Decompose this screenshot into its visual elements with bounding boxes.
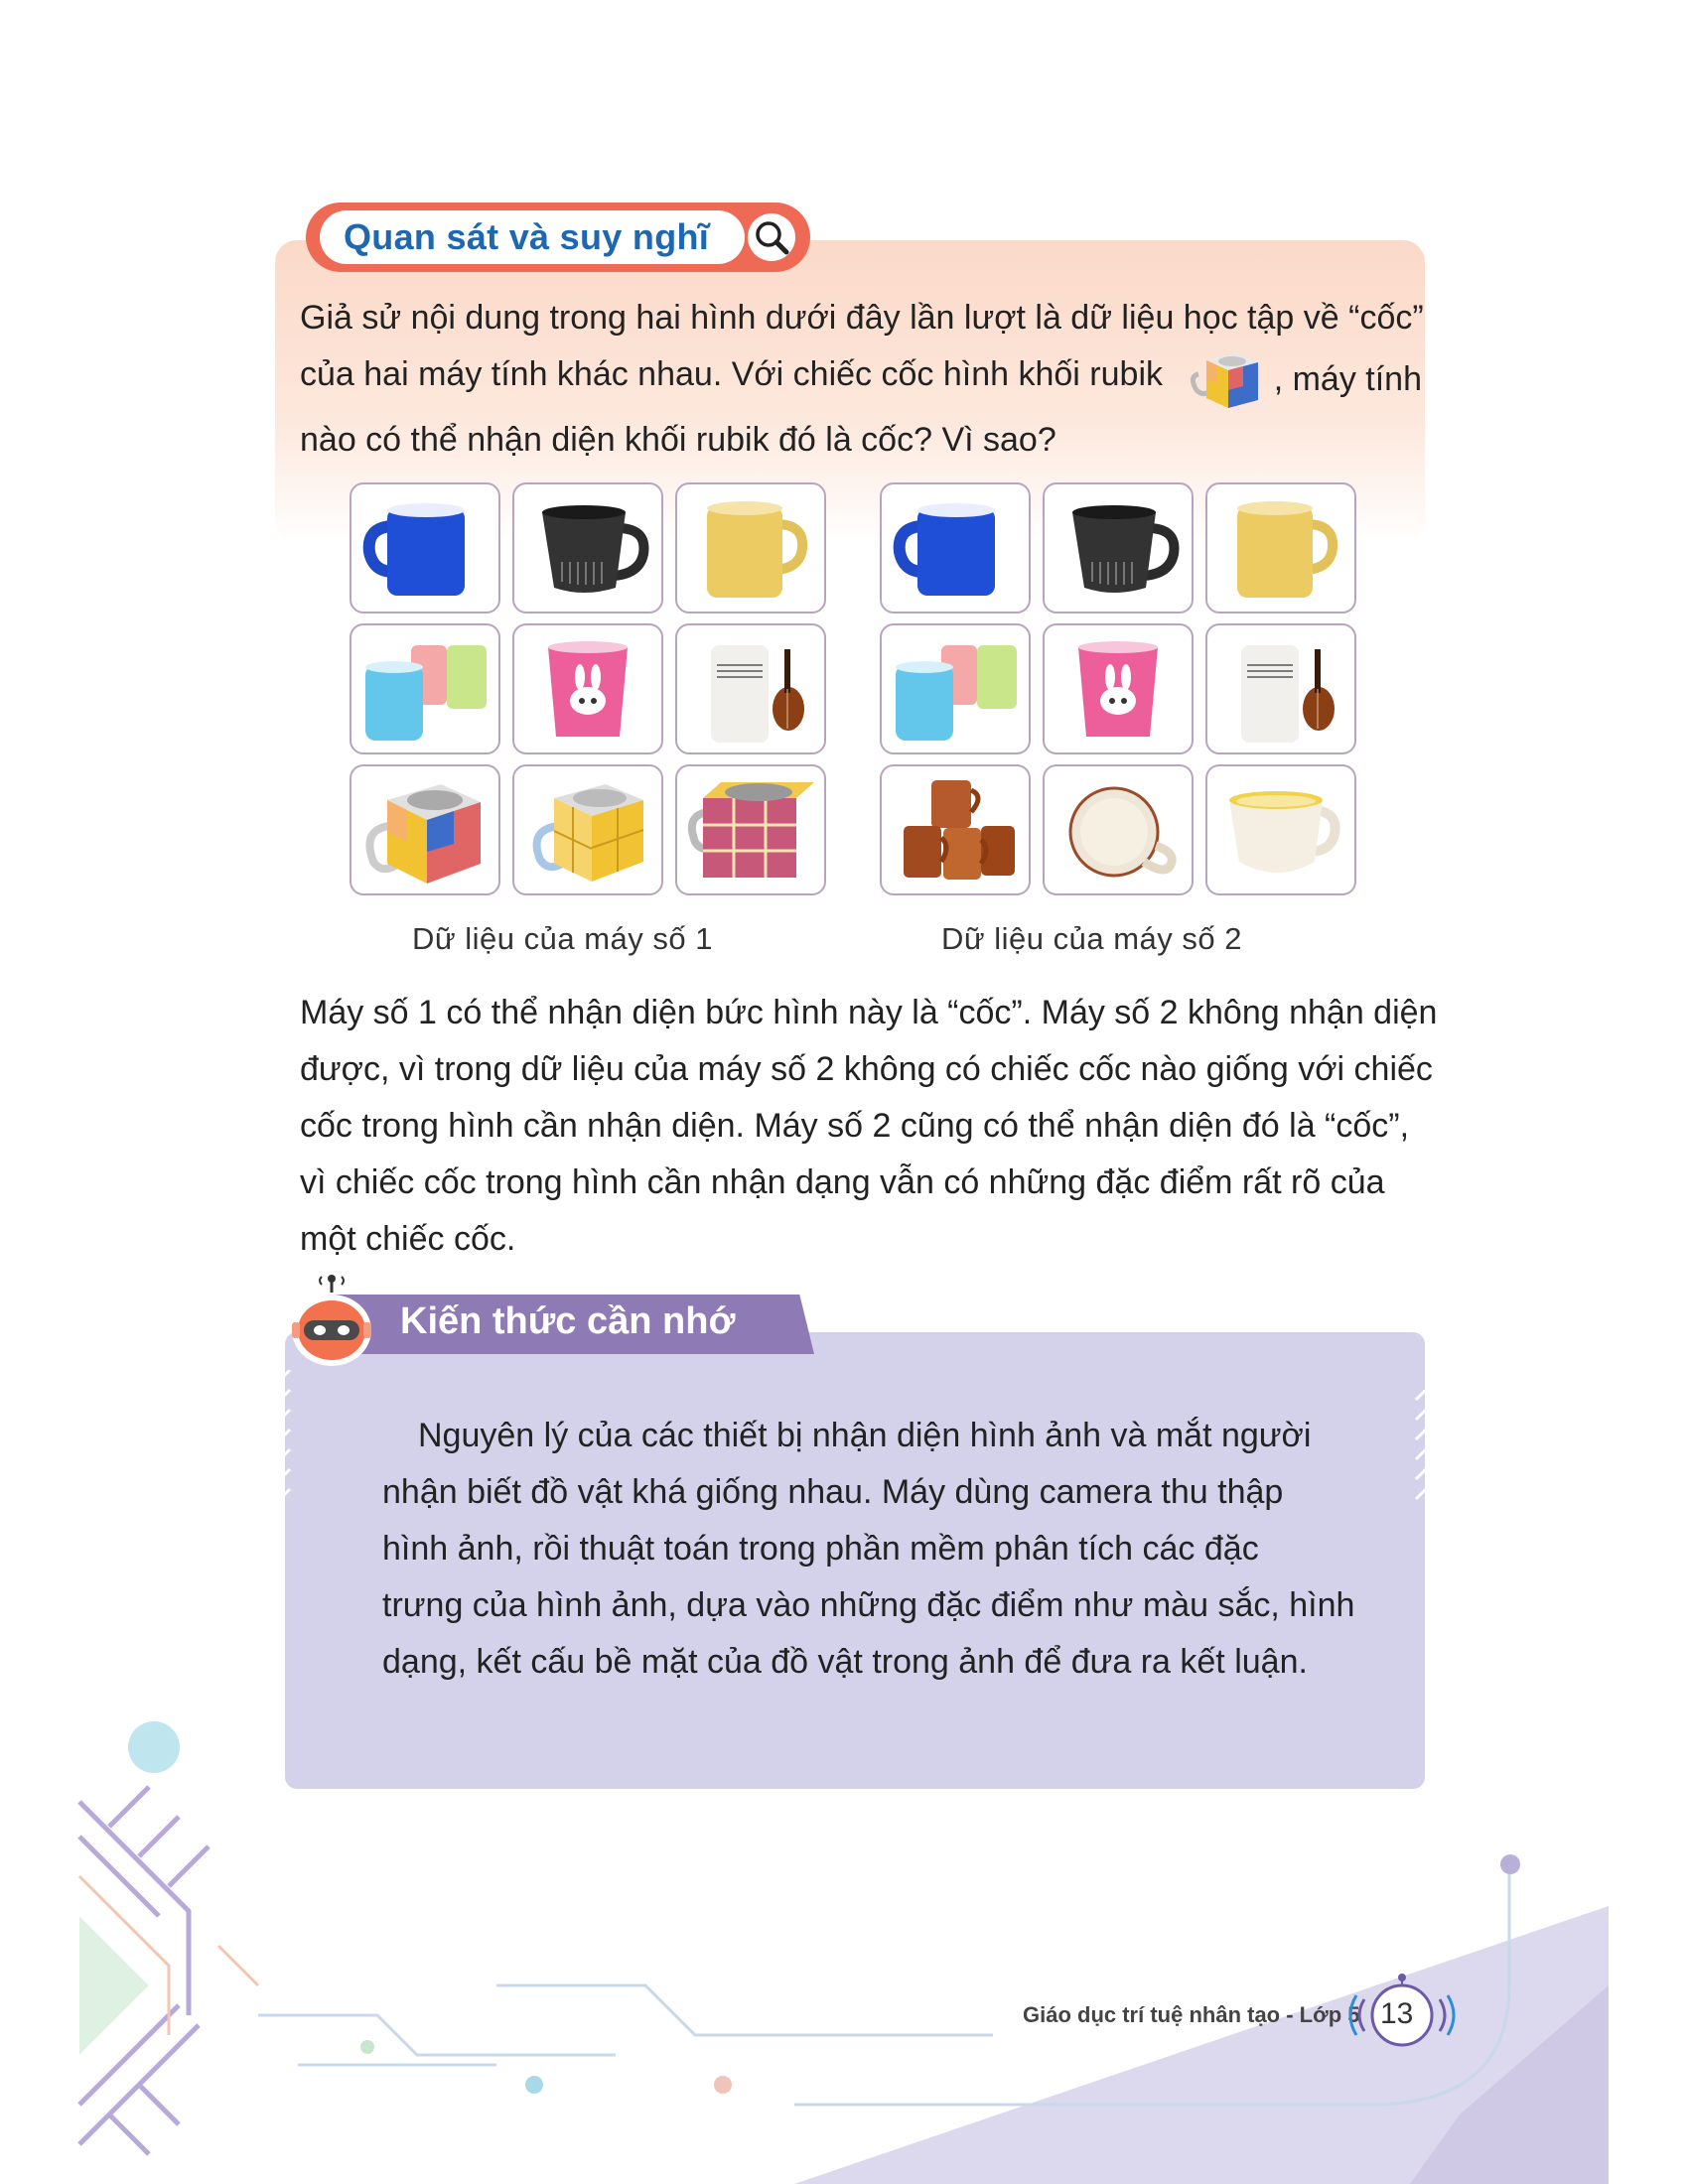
answer-line-4: vì chiếc cốc trong hình cần nhận dạng vẫn có những đặc điểm rất rõ của bbox=[300, 1163, 1385, 1201]
intro-line-1: Giả sử nội dung trong hai hình dưới đây lần lượt là dữ liệu học tập về “cốc” bbox=[300, 299, 1424, 337]
wooden-cups-image bbox=[880, 764, 1031, 895]
answer-line-1: Máy số 1 có thể nhận diện bức hình này là “cốc”. Máy số 2 không nhận diện bbox=[300, 994, 1438, 1031]
magnifier-icon bbox=[747, 212, 796, 262]
observe-answer-text bbox=[300, 985, 1438, 1268]
cream-mug-tilted-image bbox=[1043, 764, 1194, 895]
answer-line-5: một chiếc cốc. bbox=[300, 1220, 516, 1258]
answer-line-3: cốc trong hình cần nhận diện. Máy số 2 cũng có thể nhận diện đó là “cốc”, bbox=[300, 1107, 1410, 1145]
pastel-cups-image bbox=[350, 623, 500, 754]
knowledge-line-4: trưng của hình ảnh, dựa vào những đặc điểm như màu sắc, hình bbox=[382, 1586, 1355, 1624]
page-number: 13 bbox=[1380, 1997, 1414, 2030]
white-mug-image bbox=[1205, 764, 1356, 895]
black-mug-image bbox=[1043, 482, 1194, 614]
caption-machine-1: Dữ liệu của máy số 1 bbox=[412, 921, 713, 956]
intro-line-2: của hai máy tính khác nhau. Với chiếc cốc hình khối rubik bbox=[300, 355, 1163, 393]
pink-bunny-cup-image bbox=[1043, 623, 1194, 754]
observe-section-title: Quan sát và suy nghĩ bbox=[344, 216, 710, 257]
yellow-mug-image bbox=[675, 482, 826, 614]
pink-bunny-cup-image bbox=[512, 623, 663, 754]
robot-icon bbox=[286, 1271, 377, 1370]
yellow-mug-image bbox=[1205, 482, 1356, 614]
blue-mug-image bbox=[350, 482, 500, 614]
panel-edge-decoration bbox=[278, 1370, 292, 1509]
black-mug-image bbox=[512, 482, 663, 614]
pastel-cups-image bbox=[880, 623, 1031, 754]
knowledge-line-1: Nguyên lý của các thiết bị nhận diện hình ảnh và mắt người bbox=[418, 1417, 1312, 1454]
panel-edge-decoration bbox=[1414, 1390, 1428, 1509]
knowledge-line-3: hình ảnh, rồi thuật toán trong phần mềm phân tích các đặc bbox=[382, 1530, 1259, 1568]
violin-mug-image bbox=[675, 623, 826, 754]
observe-intro-text bbox=[300, 290, 1422, 469]
intro-line-3: nào có thể nhận diện khối rubik đó là cốc? Vì sao? bbox=[300, 421, 1056, 459]
rubik-mug-3-image bbox=[675, 764, 826, 895]
intro-line-2-end: , máy tính bbox=[1273, 359, 1422, 398]
knowledge-text bbox=[382, 1408, 1355, 1691]
knowledge-line-5: dạng, kết cấu bề mặt của đồ vật trong ảnh để đưa ra kết luận. bbox=[382, 1643, 1308, 1681]
answer-line-2: được, vì trong dữ liệu của máy số 2 không có chiếc cốc nào giống với chiếc bbox=[300, 1050, 1433, 1088]
book-title: Giáo dục trí tuệ nhân tạo - Lớp 5 bbox=[1023, 2002, 1360, 2027]
rubik-cup-thumbnail bbox=[1191, 346, 1264, 412]
blue-mug-image bbox=[880, 482, 1031, 614]
observe-header bbox=[320, 210, 745, 264]
violin-mug-image bbox=[1205, 623, 1356, 754]
rubik-mug-1-image bbox=[350, 764, 500, 895]
knowledge-section-title: Kiến thức cần nhớ bbox=[400, 1300, 736, 1342]
knowledge-line-2: nhận biết đồ vật khá giống nhau. Máy dùng camera thu thập bbox=[382, 1473, 1284, 1511]
caption-machine-2: Dữ liệu của máy số 2 bbox=[941, 921, 1242, 956]
rubik-mug-2-image bbox=[512, 764, 663, 895]
